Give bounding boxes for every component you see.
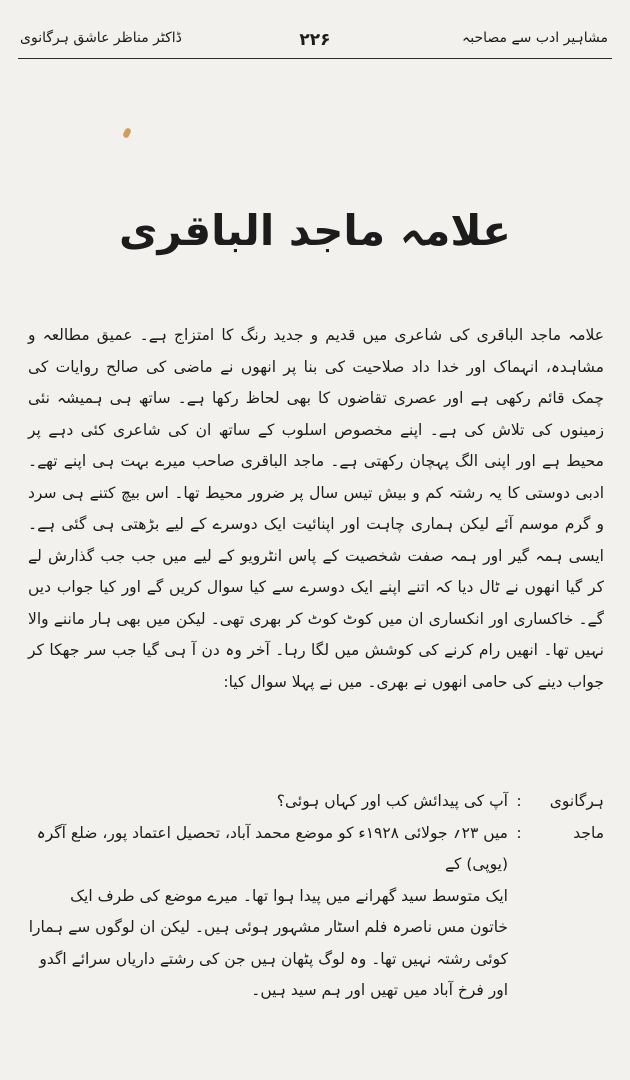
answer-continuation: ایک متوسط سید گھرانے میں پیدا ہوا تھا۔ میرے موضع کی طرف ایک خاتون مس ناصرہ فلم اسٹار مشہور ہوئی ہیں۔ لیکن ان لوگوں سے ہمارا کوئی رشتہ نہیں تھا۔ وہ لوگ پٹھان ہیں جن کی رشتے داریاں سرائے اگدو اور فرخ آباد میں تھیں اور ہم سید ہیں۔ [28, 886, 508, 999]
interview-section [28, 786, 604, 1007]
header-author: ڈاکٹر مناظر عاشق ہرگانوی [20, 30, 182, 46]
intro-paragraph [28, 320, 604, 698]
page-number: ۲۲۶ [299, 30, 331, 50]
header-book-title: مشاہیر ادب سے مصاحبہ [462, 30, 608, 46]
bleed-through-texture [70, 72, 590, 332]
answer-text: میں ۲۳؍ جولائی ۱۹۲۸ء کو موضع محمد آباد، تحصیل اعتماد پور، ضلع آگرہ (یوپی) کے [36, 823, 508, 873]
separator: : [516, 823, 522, 842]
running-header [18, 28, 612, 59]
paragraph-text: علامہ ماجد الباقری کی شاعری میں قدیم و جدید رنگ کا امتزاج ہے۔ عمیق مطالعہ و مشاہدہ، انہماک اور خدا داد صلاحیت کی بنا پر انھوں نے ماضی کی صالح روایات کی چمک قائم رکھی ہے اور عصری تقاضوں کا بھی لحاظ رکھا ہے۔ ساتھ ہی ہمیشہ نئی زمینوں کی تلاش کی ہے۔ اپنے مخصوص اسلوب کے ساتھ ان کی شاعری کئی دہے پر محیط ہے اور اپنی الگ پہچان رکھتی ہے۔ ماجد الباقری صاحب میرے بہت ہی اپنے تھے۔ ادبی دوستی کا یہ رشتہ کم و بیش تیس سال پر ضرور محیط تھا۔ اس بیچ کتنے ہی سرد و گرم موسم آئے لیکن ہماری چاہت اور اپنائیت ایک دوسرے کے لیے بڑھتی ہی گئی ہے۔ ایسی ہمہ گیر اور ہمہ صفت شخصیت کے پاس انٹرویو کے لیے میں جب جب گذارش لے کر گیا انھوں نے ٹال دیا کہ اتنے اپنے ایک دوسرے سے کیا سوال کریں گے اور کیا جواب دیں گے۔ خاکساری اور انکساری ان میں کوٹ کوٹ کر بھری تھی۔ لیکن میں بھی ہار ماننے والا نہیں تھا۔ انھیں رام کرنے کی کوشش میں لگا رہا۔ آخر وہ دن آ ہی گیا جب سر جھکا کر جواب دینے کی حامی انھوں نے بھری۔ میں نے پہلا سوال کیا: [28, 326, 604, 691]
chapter-title: علامہ ماجد الباقری [119, 206, 511, 255]
speaker-label: ماجد [573, 823, 604, 842]
qa-row [28, 818, 604, 881]
question-text: آپ کی پیدائش کب اور کہاں ہوئی؟ [276, 792, 508, 810]
separator: : [516, 792, 522, 810]
speaker-label: ہرگانوی [549, 792, 604, 810]
qa-row [28, 786, 604, 818]
